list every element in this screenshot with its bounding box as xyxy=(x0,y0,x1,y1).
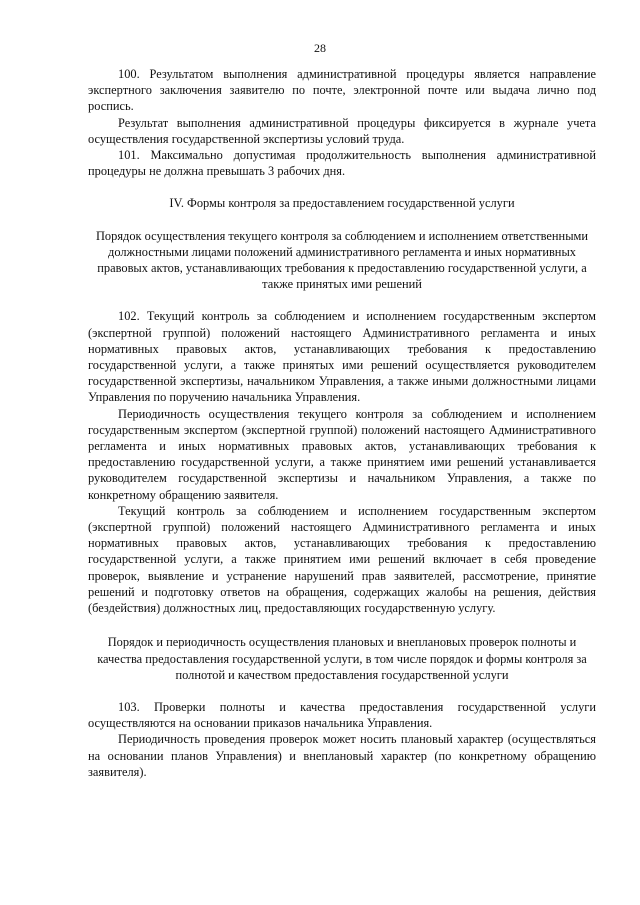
paragraph-periodicity-current-control: Периодичность осуществления текущего контроля за соблюдением и исполнением государственным экспертом (экспертной группой) положений настоящего Административного регламента и иных нормативных правовых актов, устанавливающих требования к предоставлению государственной услуги, а также принятием ими решений устанавливается руководителем государственной экспертизы и начальником Управления, а также по конкретному обращению заявителя. xyxy=(88,406,596,502)
subsection-title-inspections: Порядок и периодичность осуществления плановых и внеплановых проверок полноты и качества предоставления государственной услуги, в том числе порядок и формы контроля за полнотой и качеством предоставления государственной услуги xyxy=(97,635,587,682)
paragraph-inspection-periodicity: Периодичность проведения проверок может носить плановый характер (осуществляться на основании планов Управления) и внеплановый характер (по конкретному обращению заявителя). xyxy=(88,732,596,779)
paragraph-current-control-scope: Текущий контроль за соблюдением и исполнением государственным экспертом (экспертной группой) положений настоящего Административного регламента и иных нормативных правовых актов, устанавливающих требования к предоставлению государственной услуги, а также принятием ими решений включает в себя проведение проверок, выявление и устранение нарушений прав заявителей, рассмотрение, принятие решений и подготовку ответов на обращения, содержащих жалобы на решения, действия (бездействия) должностных лиц, предоставляющих государственную услугу. xyxy=(88,503,596,616)
paragraph-102: 102. Текущий контроль за соблюдением и исполнением государственным экспертом (экспертной группой) положений настоящего Административного регламента и иных нормативных правовых актов, устанавливающих требования к предоставлению государственной услуги, а также принятых ими решений осуществляется руководителем государственной экспертизы, начальником Управления, а также иными должностными лицами Управления по поручению начальника Управления. xyxy=(88,309,596,405)
page-number: 28 xyxy=(314,41,326,55)
document-body xyxy=(88,66,596,780)
paragraph-101: 101. Максимально допустимая продолжительность выполнения административной процедуры не должна превышать 3 рабочих дня. xyxy=(88,148,596,179)
section-title: IV. Формы контроля за предоставлением государственной услуги xyxy=(169,196,515,211)
subsection-title-current-control: Порядок осуществления текущего контроля за соблюдением и исполнением ответственными должностными лицами положений административного регламента и иных нормативных правовых актов, устанавливающих требования к предоставлению государственной услуги, а также принятых ими решений xyxy=(95,228,588,292)
paragraph-100: 100. Результатом выполнения административной процедуры является направление экспертного заключения заявителю по почте, электронной почте или выдача лично под роспись. xyxy=(88,67,596,114)
paragraph-result-fixation: Результат выполнения административной процедуры фиксируется в журнале учета осуществления государственной экспертизы условий труда. xyxy=(88,115,596,146)
paragraph-103: 103. Проверки полноты и качества предоставления государственной услуги осуществляются на основании приказов начальника Управления. xyxy=(88,699,596,731)
